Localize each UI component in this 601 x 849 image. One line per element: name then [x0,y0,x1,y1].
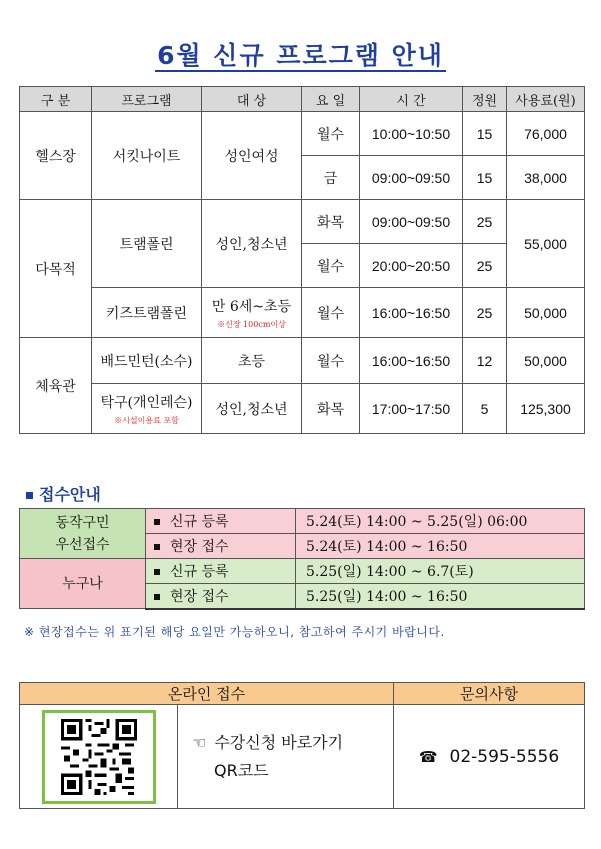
registration-type: 현장 접수 [146,584,296,609]
pointing-hand-icon: ☜ [192,732,207,752]
capacity-cell: 25 [463,244,507,288]
target-cell [202,288,302,338]
time-cell: 16:00~16:50 [360,338,463,384]
fee-cell: 50,000 [507,338,585,384]
table-row [20,288,585,338]
capacity-cell: 5 [463,384,507,434]
square-bullet-icon [26,492,33,499]
program-cell: 서킷나이트 [92,112,202,200]
col-header-target: 대 상 [202,87,302,112]
phone-icon: ☎ [418,747,438,766]
phone-contact[interactable] [394,705,585,809]
table-row [20,509,585,534]
category-cell: 체육관 [20,338,92,434]
time-cell: 16:00~16:50 [360,288,463,338]
program-cell: 배드민턴(소수) [92,338,202,384]
fee-cell: 76,000 [507,112,585,156]
online-header: 온라인 접수 [20,683,394,705]
time-cell: 10:00~10:50 [360,112,463,156]
contact-header: 문의사항 [394,683,585,705]
registration-type: 현장 접수 [146,534,296,559]
registration-period: 5.24(토) 14:00 ~ 16:50 [296,534,585,559]
square-bullet-icon [154,594,160,600]
table-row [20,559,585,584]
target-note: ※신장 100cm이상 [217,319,286,329]
registration-table [19,508,585,610]
day-cell: 화목 [302,200,360,244]
time-cell: 09:00~09:50 [360,156,463,200]
target-cell: 성인,청소년 [202,200,302,288]
fee-cell: 55,000 [507,200,585,288]
table-row [20,384,585,434]
target-cell: 초등 [202,338,302,384]
qr-code[interactable] [42,710,156,804]
table-row [20,200,585,244]
capacity-cell: 25 [463,288,507,338]
day-cell: 월수 [302,244,360,288]
table-row [20,112,585,156]
time-cell: 17:00~17:50 [360,384,463,434]
table-row [20,338,585,384]
registration-period: 5.25(일) 14:00 ~ 6.7(토) [296,559,585,584]
signup-link[interactable]: ☜ 수강신청 바로가기 QR코드 [178,705,394,809]
program-table [19,86,585,434]
table-header-row [20,87,585,112]
col-header-category: 구 분 [20,87,92,112]
fee-cell: 125,300 [507,384,585,434]
category-cell: 다목적 [20,200,92,338]
capacity-cell: 15 [463,156,507,200]
registration-type: 신규 등록 [146,509,296,534]
col-header-capacity: 정원 [463,87,507,112]
time-cell: 09:00~09:50 [360,200,463,244]
phone-number: 02-595-5556 [449,746,560,767]
capacity-cell: 12 [463,338,507,384]
program-cell [92,384,202,434]
capacity-cell: 25 [463,200,507,244]
target-text: 만 6세~초등 [211,298,292,315]
program-cell: 키즈트램폴린 [92,288,202,338]
program-cell: 트램폴린 [92,200,202,288]
capacity-cell: 15 [463,112,507,156]
notice-text: ※ 현장접수는 위 표기된 해당 요일만 가능하오니, 참고하여 주시기 바랍니다. [24,625,445,639]
registration-period: 5.25(일) 14:00 ~ 16:50 [296,584,585,609]
col-header-day: 요 일 [302,87,360,112]
registration-type: 신규 등록 [146,559,296,584]
fee-cell: 50,000 [507,288,585,338]
program-note: ※시설이용료 포함 [114,415,179,425]
col-header-time: 시 간 [360,87,463,112]
registration-heading: 접수안내 [26,482,101,505]
col-header-fee: 사용료(원) [507,87,585,112]
day-cell: 금 [302,156,360,200]
col-header-program: 프로그램 [92,87,202,112]
target-cell: 성인여성 [202,112,302,200]
program-text: 탁구(개인레슨) [100,394,193,411]
group-name-resident: 동작구민 우선접수 [20,509,146,559]
day-cell: 월수 [302,288,360,338]
contact-table [19,682,585,809]
day-cell: 월수 [302,338,360,384]
day-cell: 화목 [302,384,360,434]
square-bullet-icon [154,544,160,550]
registration-period: 5.24(토) 14:00 ~ 5.25(일) 06:00 [296,509,585,534]
category-cell: 헬스장 [20,112,92,200]
page-title: 6월 신규 프로그램 안내 [157,41,444,70]
square-bullet-icon [154,569,160,575]
square-bullet-icon [154,519,160,525]
fee-cell: 38,000 [507,156,585,200]
target-cell: 성인,청소년 [202,384,302,434]
group-name-everyone: 누구나 [20,559,146,609]
time-cell: 20:00~20:50 [360,244,463,288]
day-cell: 월수 [302,112,360,156]
